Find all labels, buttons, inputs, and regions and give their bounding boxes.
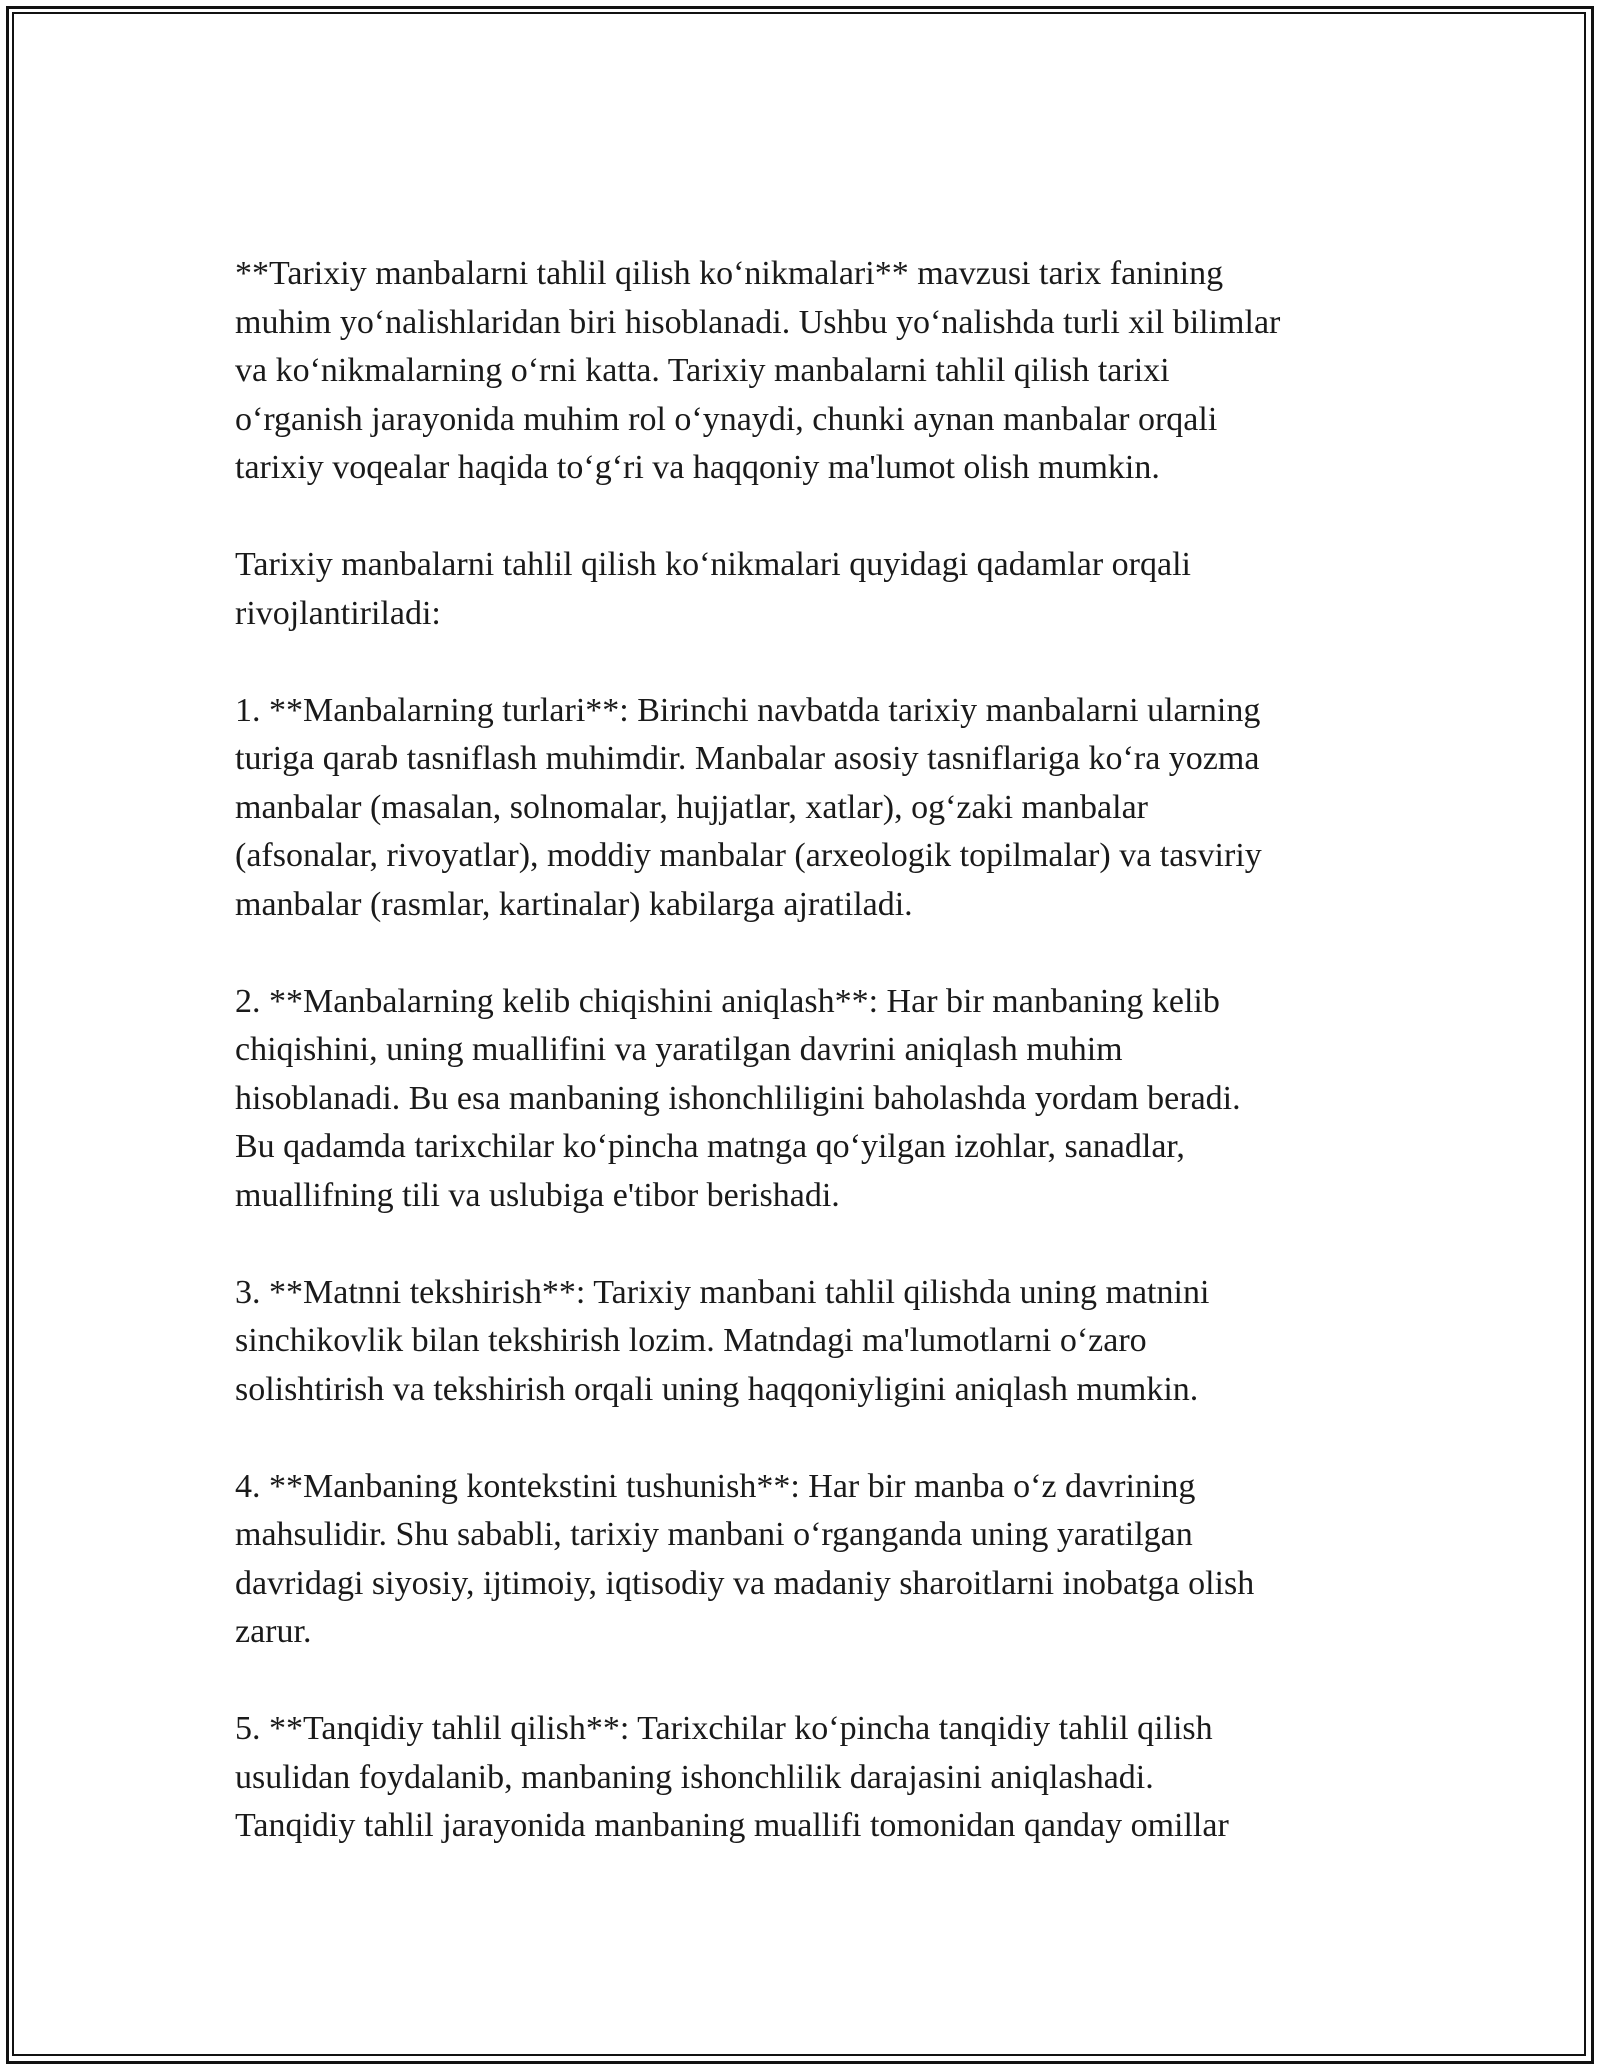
step-3-paragraph: 3. **Matnni tekshirish**: Tarixiy manbani tahlil qilishda uning matnini sinchikovlik bilan tekshirish lozim. Matndagi ma'lumotlarni o‘zaro solishtirish va tekshirish orqali uning haqqoniyligini aniqlash mumkin. (235, 1273, 1210, 1408)
steps-lead-paragraph: Tarixiy manbalarni tahlil qilish ko‘nikmalari quyidagi qadamlar orqali rivojlantiriladi: (235, 546, 1191, 632)
intro-paragraph: **Tarixiy manbalarni tahlil qilish ko‘nikmalari** mavzusi tarix fanining muhim yo‘nalishlaridan biri hisoblanadi. Ushbu yo‘nalishda turli xil bilimlar va ko‘nikmalarning o‘rni katta. Tarixiy manbalarni tahlil qilish tarixi o‘rganish jarayonida muhim rol o‘ynaydi, chunki aynan manbalar orqali tarixiy voqealar haqida to‘g‘ri va haqqoniy ma'lumot olish mumkin. (235, 255, 1281, 486)
step-4-paragraph: 4. **Manbaning kontekstini tushunish**: Har bir manba o‘z davrining mahsulidir. Shu sababli, tarixiy manbani o‘rganganda uning yaratilgan davridagi siyosiy, ijtimoiy, iqtisodiy va madaniy sharoitlarni inobatga olish zarur. (235, 1467, 1255, 1650)
step-1-paragraph: 1. **Manbalarning turlari**: Birinchi navbatda tarixiy manbalarni ularning turiga qarab tasniflash muhimdir. Manbalar asosiy tasniflariga ko‘ra yozma manbalar (masalan, solnomalar, hujjatlar, xatlar), og‘zaki manbalar (afsonalar, rivoyatlar), moddiy manbalar (arxeologik topilmalar) va tasviriy manbalar (rasmlar, kartinalar) kabilarga ajratiladi. (235, 691, 1262, 923)
document-body (235, 250, 1375, 1851)
step-2-paragraph: 2. **Manbalarning kelib chiqishini aniqlash**: Har bir manbaning kelib chiqishini, uning muallifini va yaratilgan davrini aniqlash muhim hisoblanadi. Bu esa manbaning ishonchliligini baholashda yordam beradi. Bu qadamda tarixchilar ko‘pincha matnga qo‘yilgan izohlar, sanadlar, muallifning tili va uslubiga e'tibor berishadi. (235, 982, 1241, 1214)
step-5-paragraph: 5. **Tanqidiy tahlil qilish**: Tarixchilar ko‘pincha tanqidiy tahlil qilish usulidan foydalanib, manbaning ishonchlilik darajasini aniqlashadi. Tanqidiy tahlil jarayonida manbaning muallifi tomonidan qanday omillar (235, 1710, 1229, 1844)
